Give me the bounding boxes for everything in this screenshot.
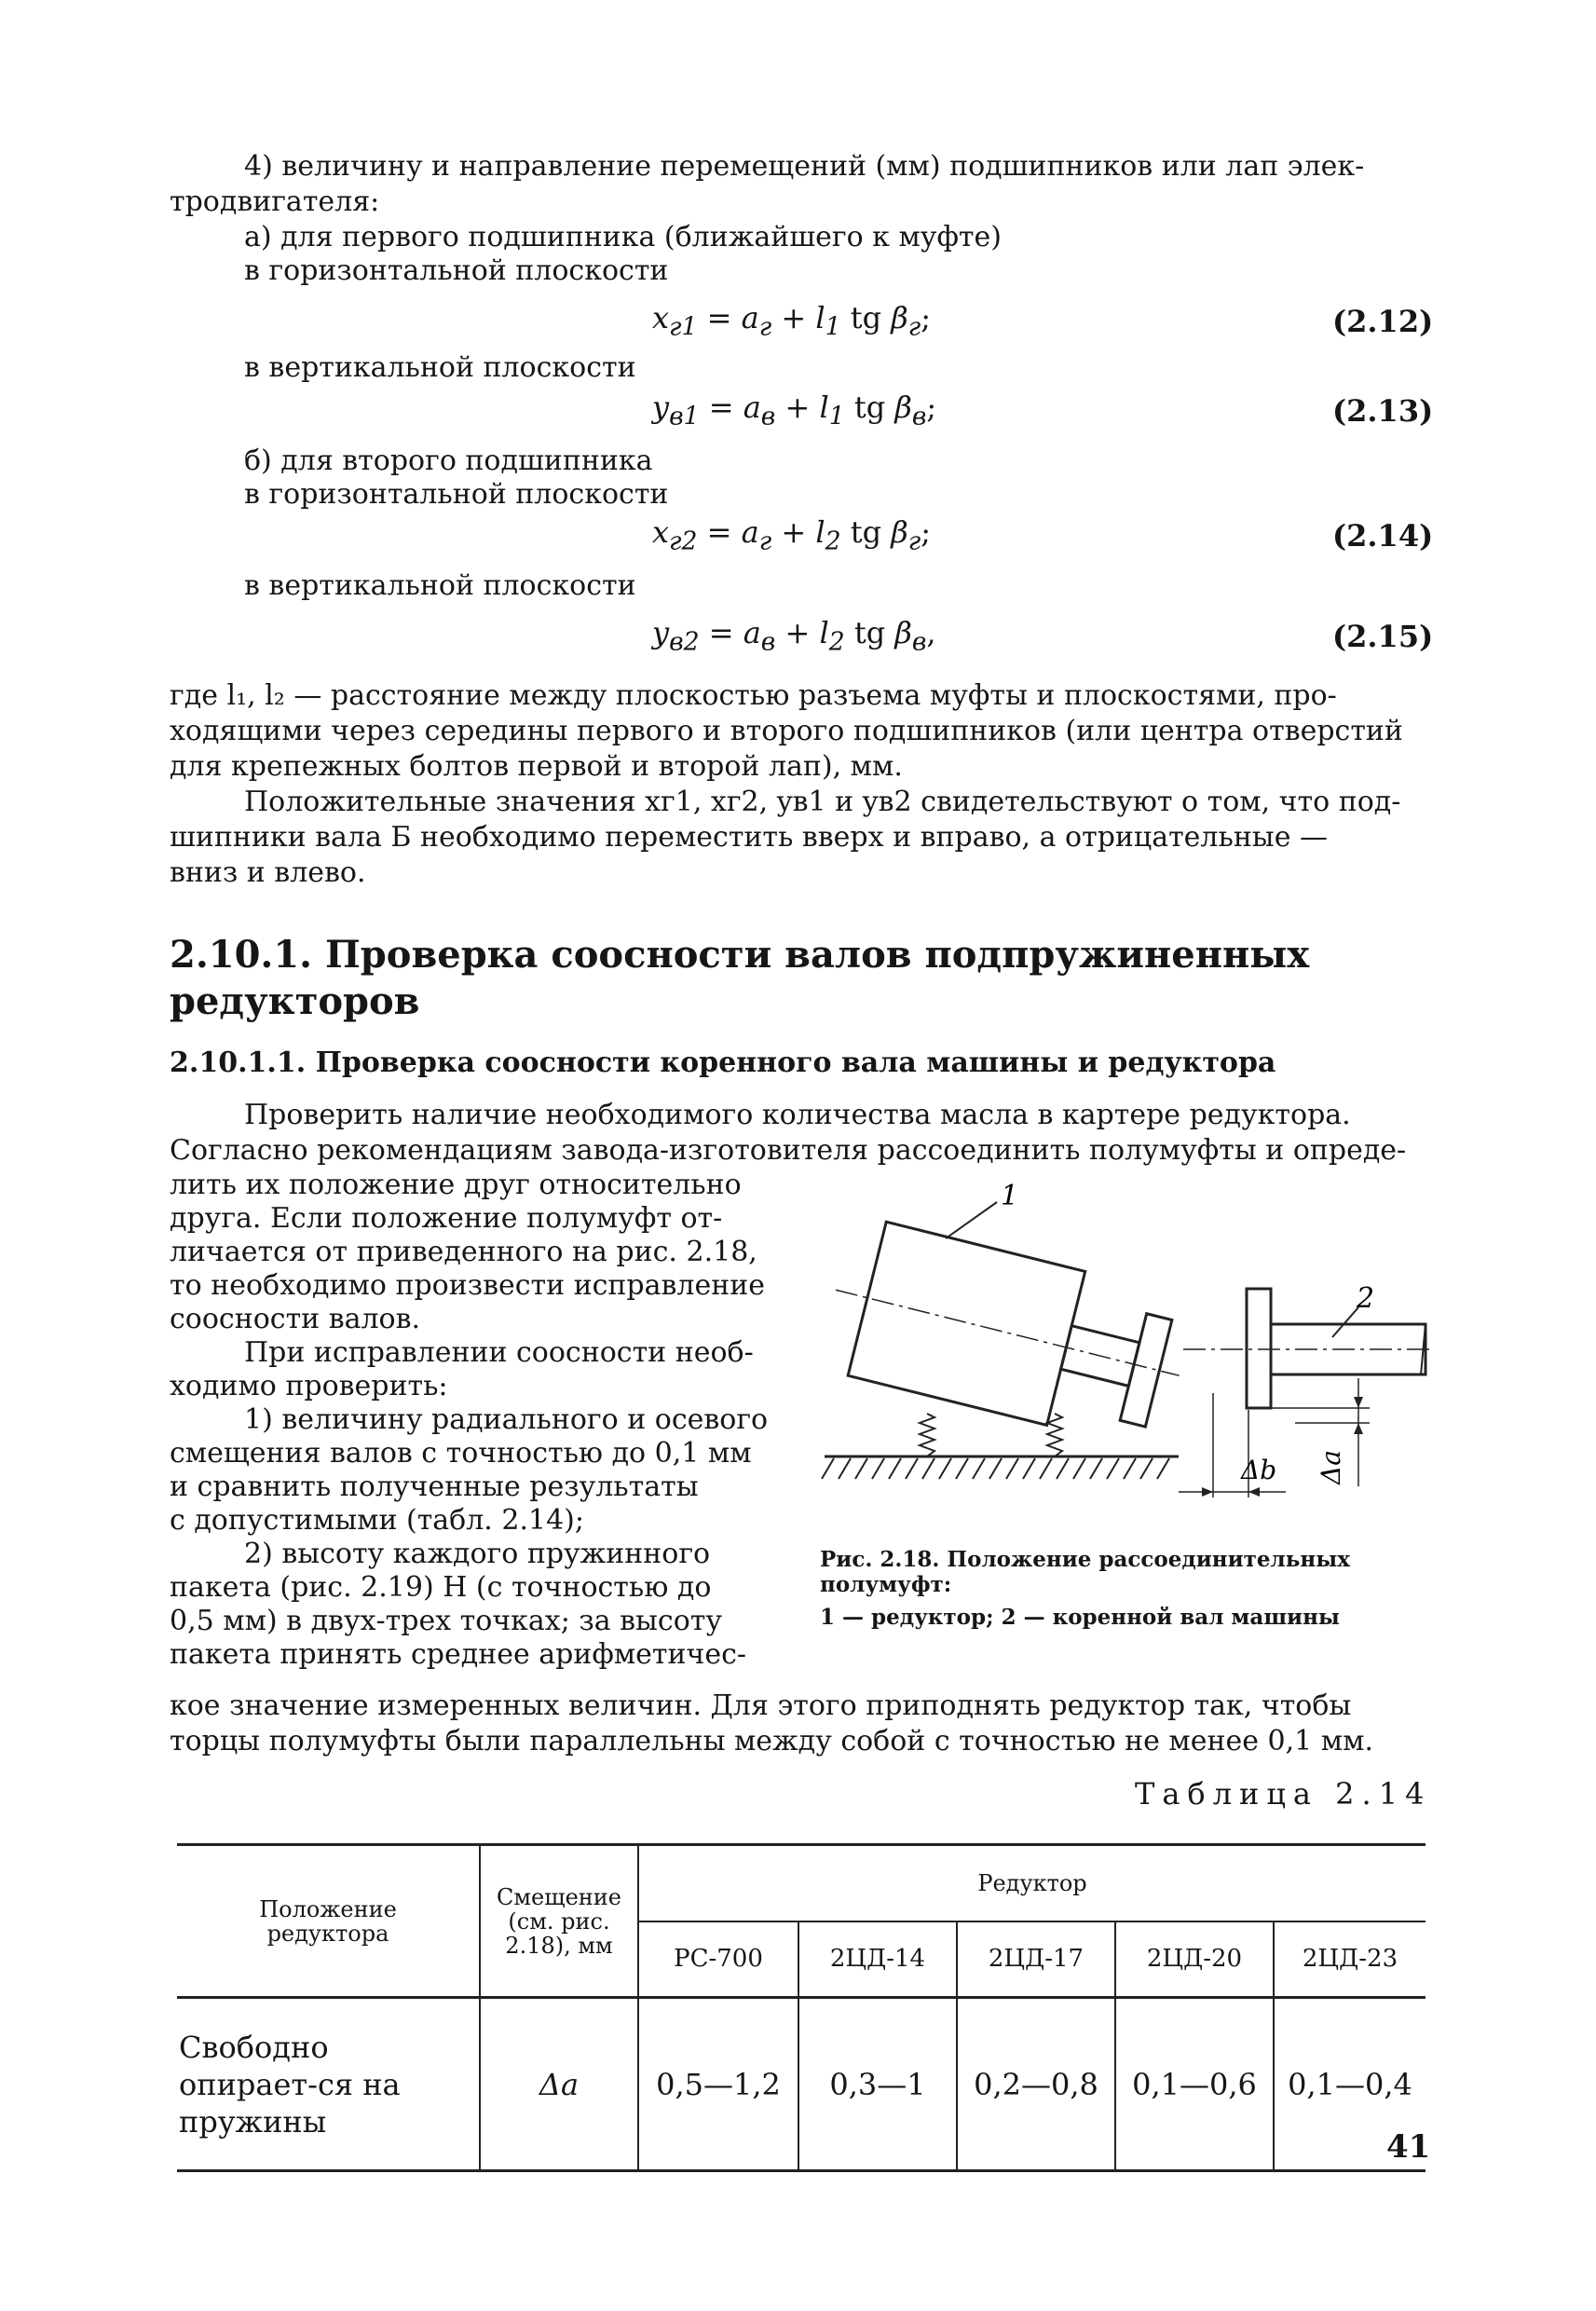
body-line: ходимо проверить:	[170, 1370, 448, 1402]
page-number: 41	[1386, 2128, 1431, 2166]
machine-half-coupling	[1247, 1289, 1271, 1408]
where-line: ходящими через середины первого и второго подшипников (или центра отверстий	[170, 715, 1403, 747]
header-position: Положение редуктора	[177, 1845, 480, 1998]
figure-2-18	[811, 1169, 1435, 1542]
formula-2-12: $x_{г1} = a_г + l_1$ tg $\beta_г$;	[652, 300, 932, 342]
row-value: 0,2—0,8	[957, 1998, 1115, 2171]
row-shift: Δa	[480, 1998, 638, 2171]
body-line: личается от приведенного на рис. 2.18,	[170, 1236, 757, 1268]
body-line: Согласно рекомендациям завода-изготовителя рассоединить полумуфты и опреде-	[170, 1134, 1407, 1167]
formula-2-14: $x_{г2} = a_г + l_2$ tg $\beta_г$;	[652, 514, 932, 556]
reducer-header: РС-700	[638, 1921, 798, 1998]
equation-number: (2.15)	[1332, 619, 1434, 654]
positive-line: Положительные значения xг1, xг2, yв1 и yв2 свидетельствуют о том, что под-	[244, 786, 1401, 818]
delta-b-label: Δb	[1241, 1455, 1277, 1485]
row-value: 0,1—0,4	[1274, 1998, 1425, 2171]
body-line: 1) величину радиального и осевого	[244, 1403, 769, 1436]
subsection-heading: 2.10.1.1. Проверка соосности коренного вала машины и редуктора	[170, 1046, 1276, 1079]
item-b: б) для второго подшипника	[244, 444, 653, 477]
body-line: лить их положение друг относительно	[170, 1169, 742, 1201]
reducer-header: 2ЦД-14	[798, 1921, 957, 1998]
figure-label-2: 2	[1357, 1282, 1375, 1315]
body-line: При исправлении соосности необ-	[244, 1336, 754, 1369]
horizontal-plane-label-2: в горизонтальной плоскости	[244, 478, 669, 511]
body-line: то необходимо произвести исправление	[170, 1269, 765, 1302]
leader-2	[1332, 1307, 1358, 1337]
body-line: с допустимыми (табл. 2.14);	[170, 1504, 584, 1537]
where-line: для крепежных болтов первой и второй лап), мм.	[170, 750, 903, 783]
body-line: Проверить наличие необходимого количества масла в картере редуктора.	[244, 1099, 1351, 1131]
body-line: пакета принять среднее арифметичес-	[170, 1638, 747, 1671]
section-heading-line: 2.10.1. Проверка соосности валов подпружиненных	[170, 933, 1310, 977]
table-2-14	[177, 1843, 1425, 2172]
section-heading	[170, 932, 1437, 1025]
body-line: и сравнить полученные результаты	[170, 1470, 699, 1503]
table-title: Таблица 2.14	[1135, 1776, 1432, 1812]
delta-a-label: Δa	[1316, 1450, 1346, 1484]
dim-a-arrow-bottom	[1354, 1423, 1363, 1434]
body-line: 0,5 мм) в двух-трех точках; за высоту	[170, 1605, 723, 1637]
positive-line: шипники вала Б необходимо переместить вверх и вправо, а отрицательные —	[170, 821, 1328, 854]
body-narrow-column	[170, 1169, 784, 1672]
where-line: где l₁, l₂ — расстояние между плоскостью разъема муфты и плоскостями, про-	[170, 679, 1337, 712]
caption-line: 1 — редуктор; 2 — коренной вал машины	[820, 1605, 1340, 1630]
formula-2-15: $y_{в2} = a_в + l_2$ tg $\beta_в$,	[652, 615, 936, 657]
intro-line: тродвигателя:	[170, 185, 380, 218]
reducer-header: 2ЦД-20	[1115, 1921, 1274, 1998]
intro-paragraph	[244, 149, 1418, 185]
section-heading-line: редукторов	[170, 979, 420, 1023]
reducer-header: 2ЦД-23	[1274, 1921, 1425, 1998]
equation-number: (2.13)	[1332, 393, 1434, 429]
body-line: 2) высоту каждого пружинного	[244, 1538, 711, 1570]
row-position: Свободно опирает-ся на пружины	[177, 1998, 480, 2171]
body-line: кое значение измеренных величин. Для этого приподнять редуктор так, чтобы	[170, 1689, 1352, 1722]
header-reducer: Редуктор	[638, 1845, 1425, 1921]
row-value: 0,1—0,6	[1115, 1998, 1274, 2171]
vertical-plane-label-1: в вертикальной плоскости	[244, 351, 636, 384]
horizontal-plane-label-1: в горизонтальной плоскости	[244, 254, 669, 287]
body-tail	[170, 1689, 1418, 1759]
body-line: пакета (рис. 2.19) H (с точностью до	[170, 1571, 712, 1604]
item-a: а) для первого подшипника (ближайшего к муфте)	[244, 221, 1002, 253]
body-line: смещения валов с точностью до 0,1 мм	[170, 1437, 752, 1470]
formula-2-13: $y_{в1} = a_в + l_1$ tg $\beta_в$;	[652, 390, 937, 431]
header-shift: Смещение (см. рис. 2.18), мм	[480, 1845, 638, 1998]
caption-line: Рис. 2.18. Положение рассоединительных	[820, 1547, 1350, 1572]
caption-line: полумуфт:	[820, 1572, 952, 1597]
row-value: 0,5—1,2	[638, 1998, 798, 2171]
dim-b-arrow-right	[1248, 1487, 1260, 1497]
body-paragraph	[170, 1098, 1418, 1169]
figure-label-1: 1	[1001, 1180, 1019, 1212]
row-value: 0,3—1	[798, 1998, 957, 2171]
intro-paragraph-cont	[170, 185, 1418, 220]
reducer-header: 2ЦД-17	[957, 1921, 1115, 1998]
figure-caption	[820, 1547, 1435, 1630]
dim-b-arrow-left	[1202, 1487, 1213, 1497]
equation-number: (2.12)	[1332, 304, 1434, 339]
intro-line: 4) величину и направление перемещений (мм) подшипников или лап элек-	[244, 150, 1365, 183]
vertical-plane-label-2: в вертикальной плоскости	[244, 569, 636, 602]
equation-number: (2.14)	[1332, 518, 1434, 554]
leader-1	[946, 1202, 997, 1238]
where-paragraph	[170, 678, 1418, 785]
reducer-body	[816, 1214, 1198, 1454]
dim-a-arrow-top	[1354, 1397, 1363, 1408]
ground-hatching	[822, 1458, 1169, 1479]
body-line: торцы полумуфты были параллельны между собой с точностью не менее 0,1 мм.	[170, 1725, 1373, 1757]
positive-values-paragraph	[170, 785, 1418, 891]
positive-line: вниз и влево.	[170, 856, 366, 889]
body-line: друга. Если положение полумуфт от-	[170, 1202, 723, 1235]
body-line: соосности валов.	[170, 1303, 421, 1335]
left-spring	[920, 1414, 934, 1456]
